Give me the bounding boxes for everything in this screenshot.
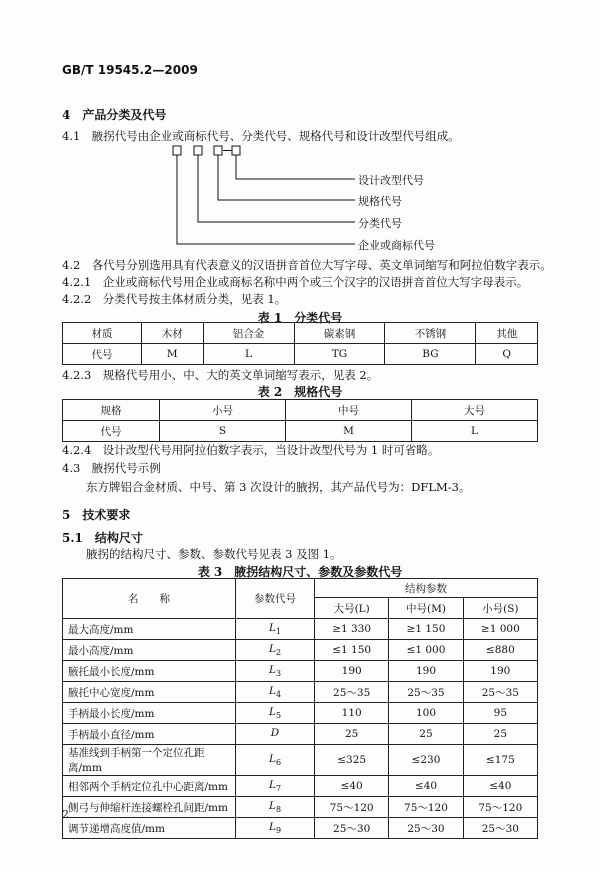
param-value-small: ≤880 <box>463 640 537 661</box>
table-row <box>63 724 538 745</box>
param-symbol-letter: L <box>268 778 276 791</box>
param-symbol-subscript: 9 <box>275 826 282 836</box>
table-cell: M <box>286 421 412 442</box>
param-value-large: 190 <box>315 661 389 682</box>
table-row <box>63 661 538 682</box>
label-design-code: 设计改型代号 <box>358 174 424 187</box>
param-value-small: 95 <box>463 703 537 724</box>
label-enterprise-code: 企业或商标代号 <box>358 239 435 252</box>
table-cell: 其他 <box>476 323 538 344</box>
table-3 <box>62 578 538 839</box>
param-value-medium: 25 <box>389 724 463 745</box>
table-row <box>63 818 538 839</box>
para-4-2: 4.2 各代号分别选用具有代表意义的汉语拼音首位大写字母、英文单词缩写和阿拉伯数字表示。 <box>62 258 552 272</box>
table-row <box>63 776 538 797</box>
para-4-2-2: 4.2.2 分类代号按主体材质分类，见表 1。 <box>62 292 287 306</box>
table-cell: 规格 <box>63 400 160 421</box>
table-row <box>63 323 538 344</box>
param-symbol-letter: L <box>268 642 276 655</box>
param-symbol <box>236 619 315 640</box>
table-cell: 代号 <box>63 421 160 442</box>
param-value-large: ≤40 <box>315 776 389 797</box>
param-symbol-letter: L <box>268 621 276 634</box>
para-4-2-3: 4.2.3 规格代号用小、中、大的英文单词缩写表示，见表 2。 <box>62 368 379 382</box>
param-symbol-subscript: 4 <box>275 690 282 700</box>
para-4-1: 4.1 腋拐代号由企业或商标代号、分类代号、规格代号和设计改型代号组成。 <box>62 129 460 143</box>
table-row <box>63 640 538 661</box>
table-row <box>63 344 538 365</box>
param-symbol-letter: L <box>268 705 276 718</box>
code-structure-diagram <box>170 144 470 254</box>
param-value-large: ≤1 150 <box>315 640 389 661</box>
table-3-caption: 表 3 腋拐结构尺寸、参数及参数代号 <box>197 565 403 579</box>
standard-number: GB/T 19545.2—2009 <box>62 63 198 77</box>
param-name: 手柄最小长度/mm <box>63 703 236 724</box>
header-size-medium: 中号(M) <box>389 598 463 619</box>
para-4-3-example: 东方牌铝合金材质、中号、第 3 次设计的腋拐，其产品代号为：DFLM-3。 <box>86 480 471 494</box>
table-cell: S <box>160 421 286 442</box>
section-5-title: 5 技术要求 <box>62 508 131 522</box>
table-row <box>63 400 538 421</box>
table-row <box>63 703 538 724</box>
table-row <box>63 745 538 776</box>
param-value-small: 75～120 <box>463 797 537 818</box>
header-param-code: 参数代号 <box>236 579 315 619</box>
param-name: 基准线到手柄第一个定位孔距离/mm <box>63 745 236 776</box>
param-symbol <box>236 745 315 776</box>
param-symbol-subscript: 3 <box>275 669 282 679</box>
param-value-large: 110 <box>315 703 389 724</box>
table-cell: 中号 <box>286 400 412 421</box>
param-name: 腋托最小长度/mm <box>63 661 236 682</box>
param-value-small: ≤40 <box>463 776 537 797</box>
param-symbol-subscript: 7 <box>275 784 282 794</box>
param-symbol-letter: L <box>268 684 276 697</box>
param-value-small: 25～30 <box>463 818 537 839</box>
para-4-2-4: 4.2.4 设计改型代号用阿拉伯数字表示，当设计改型代号为 1 时可省略。 <box>62 443 440 457</box>
table-cell: M <box>142 344 204 365</box>
table-cell: 小号 <box>160 400 286 421</box>
param-symbol-letter: L <box>268 820 276 833</box>
param-value-large: 75～120 <box>315 797 389 818</box>
param-name: 相邻两个手柄定位孔中心距离/mm <box>63 776 236 797</box>
section-4-title: 4 产品分类及代号 <box>62 108 167 122</box>
param-symbol-subscript: 5 <box>275 711 282 721</box>
param-name: 最小高度/mm <box>63 640 236 661</box>
param-name: 腋托中心宽度/mm <box>63 682 236 703</box>
param-name: 侧弓与伸缩杆连接螺栓孔间距/mm <box>63 797 236 818</box>
param-symbol-subscript: 1 <box>275 627 282 637</box>
para-4-2-1: 4.2.1 企业或商标代号用企业或商标名称中两个或三个汉字的汉语拼音首位大写字母表示。 <box>62 275 529 289</box>
table-cell: Q <box>476 344 538 365</box>
param-symbol-subscript: 6 <box>275 758 282 768</box>
param-symbol <box>236 776 315 797</box>
param-symbol-letter: D <box>270 726 280 739</box>
param-symbol <box>236 682 315 703</box>
param-value-small: ≥1 000 <box>463 619 537 640</box>
param-value-large: ≤325 <box>315 745 389 776</box>
para-4-3: 4.3 腋拐代号示例 <box>62 461 161 475</box>
table-1 <box>62 322 538 365</box>
param-value-medium: 100 <box>389 703 463 724</box>
param-value-small: ≤175 <box>463 745 537 776</box>
table-cell: L <box>412 421 538 442</box>
table-cell: 碳素钢 <box>294 323 385 344</box>
param-name: 调节递增高度值/mm <box>63 818 236 839</box>
table-cell: 代号 <box>63 344 142 365</box>
param-value-large: 25 <box>315 724 389 745</box>
param-symbol-subscript: 2 <box>275 648 282 658</box>
param-value-small: 190 <box>463 661 537 682</box>
param-symbol <box>236 797 315 818</box>
param-value-medium: 25～35 <box>389 682 463 703</box>
table-header-row <box>63 579 538 598</box>
table-2-caption: 表 2 规格代号 <box>257 385 343 399</box>
param-symbol <box>236 818 315 839</box>
table-cell: 铝合金 <box>203 323 294 344</box>
param-symbol-letter: L <box>268 663 276 676</box>
param-value-medium: 75～120 <box>389 797 463 818</box>
param-value-large: 25～35 <box>315 682 389 703</box>
label-class-code: 分类代号 <box>358 217 402 230</box>
param-value-large: ≥1 330 <box>315 619 389 640</box>
table-cell: 不锈钢 <box>385 323 476 344</box>
table-row <box>63 619 538 640</box>
param-value-small: 25 <box>463 724 537 745</box>
param-symbol <box>236 724 315 745</box>
param-value-medium: 25～30 <box>389 818 463 839</box>
para-5-1: 5.1 结构尺寸 <box>62 531 143 545</box>
table-cell: 木材 <box>142 323 204 344</box>
param-symbol-letter: L <box>268 752 276 765</box>
table-cell: BG <box>385 344 476 365</box>
page-number: 2 <box>62 808 69 821</box>
param-value-medium: ≥1 150 <box>389 619 463 640</box>
code-box-class <box>194 146 202 155</box>
table-row <box>63 797 538 818</box>
table-cell: 材质 <box>63 323 142 344</box>
param-symbol <box>236 661 315 682</box>
param-value-small: 25～35 <box>463 682 537 703</box>
header-size-small: 小号(S) <box>463 598 537 619</box>
param-symbol-subscript: 8 <box>275 805 282 815</box>
table-2 <box>62 399 538 442</box>
param-value-medium: ≤1 000 <box>389 640 463 661</box>
table-cell: 大号 <box>412 400 538 421</box>
param-symbol <box>236 640 315 661</box>
param-symbol-letter: L <box>268 799 276 812</box>
table-row <box>63 421 538 442</box>
label-spec-code: 规格代号 <box>358 195 402 208</box>
table-row <box>63 682 538 703</box>
header-structural-params: 结构参数 <box>315 579 538 598</box>
param-value-large: 25～30 <box>315 818 389 839</box>
table-1-caption: 表 1 分类代号 <box>257 311 343 325</box>
header-name: 名 称 <box>63 579 236 619</box>
code-box-enterprise <box>173 146 181 155</box>
param-value-medium: 190 <box>389 661 463 682</box>
table-cell: TG <box>294 344 385 365</box>
param-value-medium: ≤230 <box>389 745 463 776</box>
param-name: 最大高度/mm <box>63 619 236 640</box>
param-symbol <box>236 703 315 724</box>
code-box-design <box>232 146 240 155</box>
param-value-medium: ≤40 <box>389 776 463 797</box>
table-cell: L <box>203 344 294 365</box>
header-size-large: 大号(L) <box>315 598 389 619</box>
para-5-1-body: 腋拐的结构尺寸、参数、参数代号见表 3 及图 1。 <box>86 547 342 561</box>
param-name: 手柄最小直径/mm <box>63 724 236 745</box>
code-box-spec <box>214 146 222 155</box>
